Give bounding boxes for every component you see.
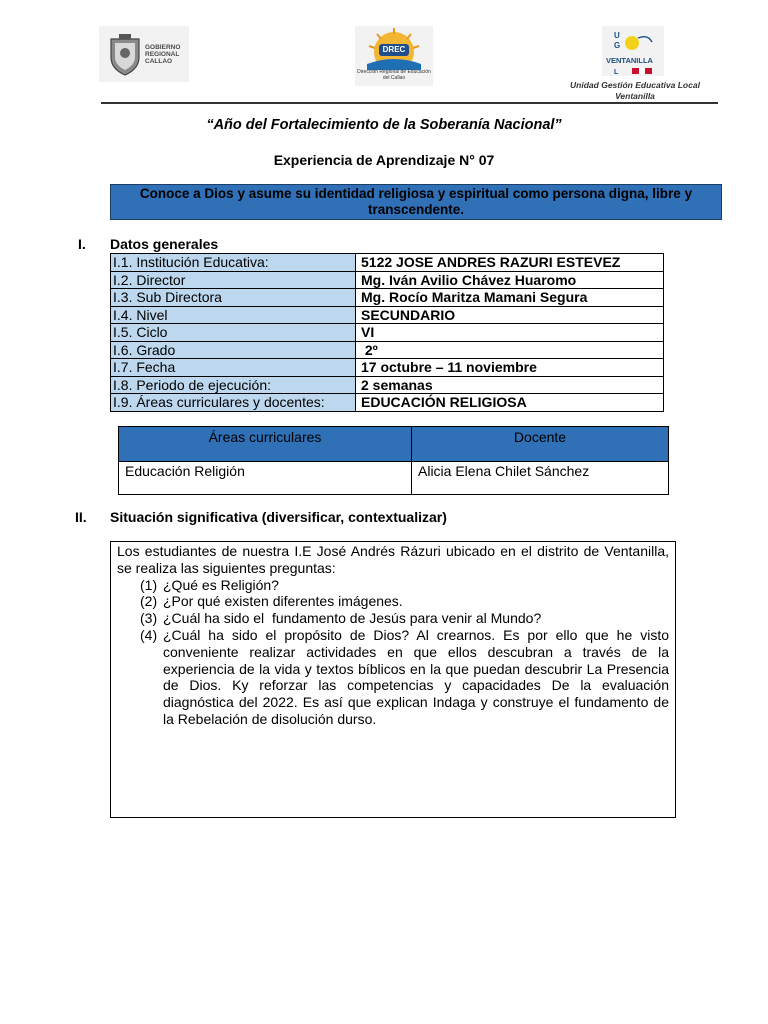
area-cell: Educación Religión [119, 462, 412, 495]
list-item [140, 577, 669, 594]
table-row [111, 359, 664, 377]
question-number: (3) [140, 610, 158, 627]
teacher-column-header: Docente [412, 427, 669, 462]
situation-intro: Los estudiantes de nuestra I.E José Andrés Rázuri ubicado en el distrito de Ventanilla, se realiza las siguientes preguntas: [117, 543, 669, 576]
row-key: I.2. Director [111, 271, 356, 289]
svg-text:U: U [614, 31, 620, 40]
row-key: I.8. Periodo de ejecución: [111, 376, 356, 394]
question-number: (4) [140, 626, 158, 643]
question-text: ¿Cuál ha sido el fundamento de Jesús para venir al Mundo? [163, 610, 542, 627]
callao-logo-text: GOBIERNO REGIONAL CALLAO [145, 44, 181, 65]
areas-teachers-table [118, 426, 669, 495]
ugel-caption: Unidad Gestión Educativa Local Ventanilla [570, 80, 700, 101]
drec-badge: DREC [382, 45, 406, 54]
row-value: 2º [356, 341, 664, 359]
question-text: ¿Qué es Religión? [163, 576, 279, 593]
list-item [140, 627, 669, 728]
row-key: I.3. Sub Directora [111, 289, 356, 307]
question-number: (1) [140, 576, 158, 593]
row-value: 2 semanas [356, 376, 664, 394]
row-value: 17 octubre – 11 noviembre [356, 359, 664, 377]
question-text: ¿Por qué existen diferentes imágenes. [163, 593, 403, 610]
row-value: SECUNDARIO [356, 306, 664, 324]
table-row [119, 462, 669, 495]
row-key: I.5. Ciclo [111, 324, 356, 342]
callao-shield-icon [105, 31, 145, 77]
experience-banner: Conoce a Dios y asume su identidad religiosa y espiritual como persona digna, libre y transcendente. [110, 184, 722, 220]
year-motto: “Año del Fortalecimiento de la Soberanía Nacional” [206, 117, 562, 133]
table-row [111, 394, 664, 412]
header-divider [101, 102, 718, 104]
svg-text:L: L [614, 69, 619, 76]
row-value: 5122 JOSE ANDRES RAZURI ESTEVEZ [356, 254, 664, 272]
question-number: (2) [140, 593, 158, 610]
section1-number: I. [78, 236, 86, 252]
section2-number: II. [75, 509, 87, 525]
list-item [140, 610, 669, 627]
row-key: I.9. Áreas curriculares y docentes: [111, 394, 356, 412]
question-list [140, 577, 669, 728]
drec-logo-text: Dirección Regional de Educación del Callao [357, 69, 431, 81]
ugel-emblem-icon [602, 26, 664, 56]
section2-title: Situación significativa (diversificar, contextualizar) [110, 509, 447, 525]
row-key: I.4. Nivel [111, 306, 356, 324]
section1-title: Datos generales [110, 236, 219, 252]
row-value: Mg. Iván Avilio Chávez Huaromo [356, 271, 664, 289]
gobierno-regional-callao-logo [99, 26, 189, 82]
table-header-row [119, 427, 669, 462]
table-row [111, 306, 664, 324]
table-row [111, 289, 664, 307]
row-key: I.1. Institución Educativa: [111, 254, 356, 272]
table-row [111, 376, 664, 394]
question-text: ¿Cuál ha sido el propósito de Dios? Al crearnos. Es por ello que he visto conveniente realizar actividades en que ellos descubran a través de la experiencia de la vida y textos bíblicos en la que puedan descubrir La Presencia de Dios. Ky reforzar las competencias y capacidades De la evaluación diagnóstica del 2022. Es así que explican Indaga y construye el fundamento de la Rebelación de disolución durso. [163, 626, 669, 727]
peru-flag-icon [602, 66, 664, 76]
row-value: VI [356, 324, 664, 342]
row-value: Mg. Rocío Maritza Mamani Segura [356, 289, 664, 307]
areas-column-header: Áreas curriculares [119, 427, 412, 462]
table-row [111, 271, 664, 289]
table-row [111, 324, 664, 342]
ugel-logo-text: VENTANILLA [606, 56, 653, 65]
ugel-ventanilla-logo [602, 26, 664, 76]
list-item [140, 593, 669, 610]
svg-text:G: G [614, 41, 621, 50]
row-value: EDUCACIÓN RELIGIOSA [356, 394, 664, 412]
row-key: I.6. Grado [111, 341, 356, 359]
table-row [111, 341, 664, 359]
drec-logo [355, 26, 433, 86]
significant-situation-box [110, 541, 676, 818]
experience-title: Experiencia de Aprendizaje N° 07 [273, 152, 495, 168]
general-data-table [110, 253, 664, 412]
teacher-cell: Alicia Elena Chilet Sánchez [412, 462, 669, 495]
table-row [111, 254, 664, 272]
row-key: I.7. Fecha [111, 359, 356, 377]
